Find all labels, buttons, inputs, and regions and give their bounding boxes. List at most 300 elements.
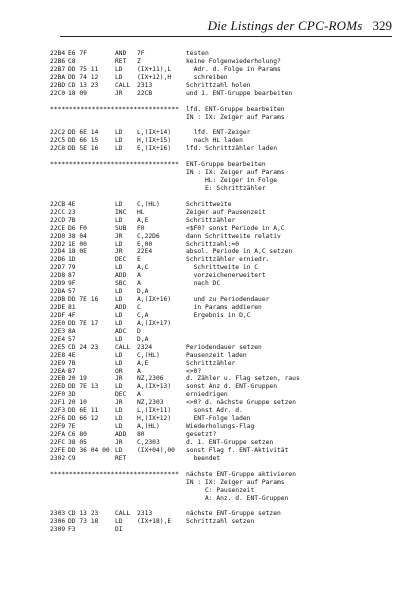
code-line bbox=[50, 280, 410, 288]
address: 22C8 bbox=[50, 145, 66, 153]
section-text: ENT-Gruppe bearbeiten bbox=[186, 161, 266, 169]
address: 22DA bbox=[50, 288, 66, 296]
section-note bbox=[50, 479, 410, 487]
code-line bbox=[50, 383, 410, 391]
operands bbox=[137, 526, 186, 534]
mnemonic: LD bbox=[115, 145, 123, 153]
code-line bbox=[50, 352, 410, 360]
operands: Z bbox=[137, 57, 141, 65]
address: 22D0 bbox=[50, 232, 66, 240]
mnemonic: LD bbox=[115, 311, 123, 319]
operands: A bbox=[137, 280, 141, 288]
mnemonic: DEC bbox=[115, 391, 127, 399]
mnemonic: SUB bbox=[115, 224, 127, 232]
opcode-bytes: 4E bbox=[68, 200, 76, 208]
comment: <>0? bbox=[186, 367, 202, 375]
code-line bbox=[50, 58, 410, 66]
code-line bbox=[50, 423, 410, 431]
comment: gesetzt? bbox=[186, 431, 217, 438]
section-note bbox=[50, 495, 410, 503]
opcode-bytes: 7B bbox=[68, 216, 76, 224]
comment: sonst Adr. d. bbox=[186, 407, 243, 415]
operands: (IX+11),L bbox=[137, 65, 172, 73]
operands: 7F bbox=[137, 50, 145, 57]
address: 22B4 bbox=[50, 50, 66, 57]
section-note bbox=[50, 169, 410, 177]
comment: lfd. Schrittzähler laden bbox=[186, 145, 277, 153]
code-line bbox=[50, 256, 410, 264]
comment: Schrittweite in C bbox=[186, 264, 259, 272]
separator-stars bbox=[50, 487, 186, 495]
opcode-bytes: 20 19 bbox=[68, 375, 87, 383]
code-line bbox=[50, 415, 410, 423]
address: 22FE bbox=[50, 446, 66, 454]
comment bbox=[186, 328, 410, 336]
opcode-bytes: 38 05 bbox=[68, 438, 87, 446]
operands: L,(IX+14) bbox=[137, 129, 172, 137]
mnemonic: OR bbox=[115, 367, 123, 375]
comment: und zu Periodendauer bbox=[186, 296, 270, 304]
operands: A bbox=[137, 391, 141, 399]
address: 22DF bbox=[50, 311, 66, 319]
separator-stars bbox=[50, 114, 186, 122]
address: 22FC bbox=[50, 438, 66, 446]
separator-stars: ********************************** bbox=[50, 470, 179, 478]
address: 2303 bbox=[50, 510, 66, 518]
mnemonic: LD bbox=[115, 129, 123, 137]
mnemonic: LD bbox=[115, 216, 123, 224]
opcode-bytes: E6 7F bbox=[68, 50, 87, 57]
mnemonic: RET bbox=[115, 57, 127, 65]
comment: Ergebnis in D,C bbox=[186, 311, 251, 319]
operands: D,A bbox=[137, 335, 149, 343]
comment bbox=[186, 288, 410, 296]
operands: A,E bbox=[137, 359, 149, 367]
address: 22DE bbox=[50, 304, 66, 311]
address: 22BD bbox=[50, 81, 66, 89]
operands: (IX+18),E bbox=[137, 518, 172, 526]
opcode-bytes: 87 bbox=[68, 272, 76, 280]
section-text: IN : IX: Zeiger auf Params bbox=[186, 169, 285, 177]
address: 22ED bbox=[50, 383, 66, 391]
comment: Schrittweite bbox=[186, 200, 232, 208]
operands: C,22D6 bbox=[137, 232, 160, 240]
code-line bbox=[50, 137, 410, 145]
code-line bbox=[50, 90, 410, 98]
operands: L,(IX+11) bbox=[137, 407, 172, 415]
comment: Schrittzähler bbox=[186, 359, 236, 367]
comment: sonst Anz d. ENT-Gruppen bbox=[186, 383, 277, 391]
operands: E bbox=[137, 256, 141, 264]
comment: Schrittzähler bbox=[186, 216, 236, 224]
opcode-bytes: DD 73 18 bbox=[68, 518, 99, 526]
code-line bbox=[50, 225, 410, 233]
comment: <>0? d. nächste Gruppe setzen bbox=[186, 399, 296, 407]
mnemonic: LD bbox=[115, 264, 123, 272]
mnemonic: RET bbox=[115, 454, 127, 462]
opcode-bytes: 4F bbox=[68, 311, 76, 319]
opcode-bytes: 9F bbox=[68, 280, 76, 288]
code-line bbox=[50, 447, 410, 455]
address: 22C5 bbox=[50, 137, 66, 145]
mnemonic: SBC bbox=[115, 280, 127, 288]
operands: A,E bbox=[137, 216, 149, 224]
code-line bbox=[50, 241, 410, 249]
opcode-bytes: 38 04 bbox=[68, 232, 87, 240]
section-text: lfd. ENT-Gruppe bearbeiten bbox=[186, 105, 285, 113]
mnemonic: LD bbox=[115, 200, 123, 208]
opcode-bytes: 1D bbox=[68, 256, 76, 264]
address: 22CC bbox=[50, 208, 66, 216]
operands: E,(IX+16) bbox=[137, 145, 172, 153]
code-line bbox=[50, 368, 410, 376]
code-line bbox=[50, 431, 410, 439]
opcode-bytes: 18 09 bbox=[68, 89, 87, 97]
mnemonic: LD bbox=[115, 407, 123, 415]
code-line bbox=[50, 272, 410, 280]
comment: erniedrigen bbox=[186, 391, 228, 399]
opcode-bytes: 20 10 bbox=[68, 399, 87, 407]
mnemonic: CALL bbox=[115, 81, 131, 89]
mnemonic: JR bbox=[115, 375, 123, 383]
opcode-bytes: DD 6E 14 bbox=[68, 129, 99, 137]
code-line bbox=[50, 344, 410, 352]
opcode-bytes: C9 bbox=[68, 454, 76, 462]
spacer bbox=[50, 153, 410, 161]
mnemonic: AND bbox=[115, 50, 127, 57]
opcode-bytes: DD 74 12 bbox=[68, 73, 99, 81]
opcode-bytes: 1E 00 bbox=[68, 240, 87, 248]
comment: ENT-Folge laden bbox=[186, 415, 251, 423]
code-line bbox=[50, 50, 410, 58]
opcode-bytes: DD 7E 13 bbox=[68, 383, 99, 391]
opcode-bytes: DD 66 15 bbox=[68, 137, 99, 145]
code-line bbox=[50, 66, 410, 74]
address: 22E0 bbox=[50, 319, 66, 327]
operands: A bbox=[137, 367, 141, 375]
code-line bbox=[50, 360, 410, 368]
comment: in Params addieren bbox=[186, 304, 262, 311]
mnemonic: ADC bbox=[115, 327, 127, 335]
mnemonic: DI bbox=[115, 526, 123, 534]
opcode-bytes: DD 5E 16 bbox=[68, 145, 99, 153]
comment bbox=[186, 526, 410, 534]
spacer bbox=[50, 193, 410, 201]
code-line bbox=[50, 510, 410, 518]
address: 22BA bbox=[50, 73, 66, 81]
code-line bbox=[50, 296, 410, 304]
code-line bbox=[50, 82, 410, 90]
comment: d. Zähler u. Flag setzen, raus bbox=[186, 375, 300, 383]
mnemonic: LD bbox=[115, 296, 123, 304]
opcode-bytes: 79 bbox=[68, 264, 76, 272]
mnemonic: LD bbox=[115, 288, 123, 296]
address: 22D7 bbox=[50, 264, 66, 272]
code-line bbox=[50, 264, 410, 272]
opcode-bytes: D6 F0 bbox=[68, 224, 87, 232]
operands: A,(IX+17) bbox=[137, 319, 172, 327]
address: 22E5 bbox=[50, 343, 66, 351]
operands: HL bbox=[137, 208, 145, 216]
code-line bbox=[50, 375, 410, 383]
section-text: E: Schrittzähler bbox=[186, 184, 266, 192]
section-note bbox=[50, 114, 410, 122]
address: 22F3 bbox=[50, 407, 66, 415]
comment: lfd. ENT-Zeiger bbox=[186, 129, 251, 137]
separator-stars: ********************************** bbox=[50, 105, 179, 113]
opcode-bytes: 57 bbox=[68, 288, 76, 296]
mnemonic: JR bbox=[115, 438, 123, 446]
address: 22E4 bbox=[50, 335, 66, 343]
section-note bbox=[50, 487, 410, 495]
opcode-bytes: C6 80 bbox=[68, 431, 87, 438]
separator-stars bbox=[50, 177, 186, 185]
opcode-bytes: 81 bbox=[68, 304, 76, 311]
mnemonic: ADD bbox=[115, 304, 127, 311]
section-heading bbox=[50, 161, 410, 169]
operands: D,A bbox=[137, 288, 149, 296]
mnemonic: CALL bbox=[115, 510, 131, 518]
mnemonic: JR bbox=[115, 89, 123, 97]
code-line bbox=[50, 248, 410, 256]
header-title: Die Listings der CPC-ROMs bbox=[207, 18, 363, 33]
address: 22D8 bbox=[50, 272, 66, 280]
opcode-bytes: F3 bbox=[68, 526, 76, 534]
section-text: C: Pausenzeit bbox=[186, 486, 255, 494]
comment: <$F0? sonst Periode in A,C bbox=[186, 224, 285, 232]
code-line bbox=[50, 407, 410, 415]
address: 22FA bbox=[50, 431, 66, 438]
operands: E,00 bbox=[137, 240, 153, 248]
address: 22B6 bbox=[50, 57, 66, 65]
code-line bbox=[50, 209, 410, 217]
operands: D bbox=[137, 327, 141, 335]
comment: vorzeichenerweitert bbox=[186, 272, 266, 280]
comment: keine Folgenwiederholung? bbox=[186, 57, 281, 65]
assembly-listing bbox=[50, 50, 410, 534]
operands: C bbox=[137, 304, 141, 311]
opcode-bytes: DD 36 04 00 bbox=[68, 446, 110, 454]
address: 22F9 bbox=[50, 423, 66, 431]
code-line bbox=[50, 399, 410, 407]
spacer bbox=[50, 121, 410, 129]
comment: absol. Periode in A,C setzen bbox=[186, 248, 293, 256]
code-line bbox=[50, 129, 410, 137]
separator-stars bbox=[50, 495, 186, 503]
operands: A bbox=[137, 272, 141, 280]
mnemonic: LD bbox=[115, 240, 123, 248]
address: 22F1 bbox=[50, 399, 66, 407]
comment bbox=[186, 320, 410, 328]
opcode-bytes: 7B bbox=[68, 359, 76, 367]
comment: nach DC bbox=[186, 280, 221, 288]
address: 2306 bbox=[50, 518, 66, 526]
address: 2302 bbox=[50, 454, 66, 462]
comment: und 1. ENT-Gruppe bearbeiten bbox=[186, 89, 293, 97]
address: 22E9 bbox=[50, 359, 66, 367]
mnemonic: JR bbox=[115, 399, 123, 407]
code-line bbox=[50, 320, 410, 328]
mnemonic: LD bbox=[115, 415, 123, 423]
address: 22F0 bbox=[50, 391, 66, 399]
address: 2309 bbox=[50, 526, 66, 534]
mnemonic: LD bbox=[115, 383, 123, 391]
address: 22D6 bbox=[50, 256, 66, 264]
section-heading bbox=[50, 471, 410, 479]
operands: 80 bbox=[137, 431, 145, 438]
comment: Wiederholungs-Flag bbox=[186, 423, 255, 431]
comment: Schrittzähler erniedr. bbox=[186, 256, 270, 264]
comment: Adr. d. Folge in Params bbox=[186, 65, 281, 73]
comment: Zeiger auf Pausenzeit bbox=[186, 208, 266, 216]
address: 22D9 bbox=[50, 280, 66, 288]
code-line bbox=[50, 145, 410, 153]
opcode-bytes: 3D bbox=[68, 391, 76, 399]
mnemonic: ADD bbox=[115, 272, 127, 280]
code-line bbox=[50, 391, 410, 399]
address: 22DB bbox=[50, 296, 66, 304]
mnemonic: CALL bbox=[115, 343, 131, 351]
mnemonic: LD bbox=[115, 351, 123, 359]
operands: C,A bbox=[137, 311, 149, 319]
operands: C,2303 bbox=[137, 438, 160, 446]
mnemonic: JR bbox=[115, 232, 123, 240]
code-line bbox=[50, 328, 410, 336]
address: 22CB bbox=[50, 200, 66, 208]
mnemonic: JR bbox=[115, 248, 123, 256]
comment: sonst Flag f. ENT-Aktivität bbox=[186, 446, 289, 454]
separator-stars bbox=[50, 169, 186, 177]
opcode-bytes: 8A bbox=[68, 327, 76, 335]
code-line bbox=[50, 526, 410, 534]
operands: A,(IX+13) bbox=[137, 383, 172, 391]
operands: 22CB bbox=[137, 89, 153, 97]
comment: Periodendauer setzen bbox=[186, 343, 262, 351]
running-header bbox=[60, 10, 392, 37]
mnemonic: LD bbox=[115, 359, 123, 367]
section-text: nächste ENT-Gruppe aktivieren bbox=[186, 470, 296, 478]
section-text: HL: Zeiger in Folge bbox=[186, 177, 277, 184]
separator-stars: ********************************** bbox=[50, 161, 179, 169]
address: 22E8 bbox=[50, 351, 66, 359]
code-line bbox=[50, 201, 410, 209]
operands: A,C bbox=[137, 264, 149, 272]
operands: H,(IX+15) bbox=[137, 137, 172, 145]
separator-stars bbox=[50, 185, 186, 193]
section-text: A: Anz. d. ENT-Gruppen bbox=[186, 494, 289, 502]
opcode-bytes: DD 7E 17 bbox=[68, 319, 99, 327]
code-line bbox=[50, 74, 410, 82]
address: 22E3 bbox=[50, 327, 66, 335]
operands: 2313 bbox=[137, 81, 153, 89]
comment: nächste ENT-Gruppe setzen bbox=[186, 510, 281, 518]
opcode-bytes: DD 7E 16 bbox=[68, 296, 99, 304]
code-line bbox=[50, 217, 410, 225]
comment: nach HL laden bbox=[186, 137, 243, 145]
opcode-bytes: B7 bbox=[68, 367, 76, 375]
section-heading bbox=[50, 106, 410, 114]
operands: (IX+12),H bbox=[137, 73, 172, 81]
mnemonic: LD bbox=[115, 137, 123, 145]
address: 22D2 bbox=[50, 240, 66, 248]
opcode-bytes: DD 66 12 bbox=[68, 415, 99, 423]
code-line bbox=[50, 455, 410, 463]
operands: H,(IX+12) bbox=[137, 415, 172, 423]
mnemonic: INC bbox=[115, 208, 127, 216]
operands: (IX+04),00 bbox=[137, 446, 175, 454]
code-line bbox=[50, 439, 410, 447]
page-number: 329 bbox=[372, 18, 392, 33]
opcode-bytes: 18 0E bbox=[68, 248, 87, 256]
operands: F0 bbox=[137, 224, 145, 232]
section-note bbox=[50, 185, 410, 193]
comment: dann Schrittweite relativ bbox=[186, 232, 281, 240]
address: 22EB bbox=[50, 375, 66, 383]
operands: NZ,2303 bbox=[137, 399, 164, 407]
address: 22D4 bbox=[50, 248, 66, 256]
comment: d. 1. ENT-Gruppe setzen bbox=[186, 438, 274, 446]
spacer bbox=[50, 463, 410, 471]
mnemonic: LD bbox=[115, 423, 123, 431]
operands: A,(IX+16) bbox=[137, 296, 172, 304]
code-line bbox=[50, 288, 410, 296]
address: 22C0 bbox=[50, 89, 66, 97]
opcode-bytes: 57 bbox=[68, 335, 76, 343]
operands: NZ,2306 bbox=[137, 375, 164, 383]
opcode-bytes: 7E bbox=[68, 423, 76, 431]
address: 22EA bbox=[50, 367, 66, 375]
address: 22CD bbox=[50, 216, 66, 224]
comment: Schrittzahl:=0 bbox=[186, 240, 240, 248]
comment: testen bbox=[186, 50, 209, 57]
section-note bbox=[50, 177, 410, 185]
opcode-bytes: 4E bbox=[68, 351, 76, 359]
code-line bbox=[50, 233, 410, 241]
opcode-bytes: CD 13 23 bbox=[68, 81, 99, 89]
address: 22B7 bbox=[50, 65, 66, 73]
section-text: IN : IX: Zeiger auf Params bbox=[186, 113, 285, 121]
comment: Schrittzahl setzen bbox=[186, 518, 255, 526]
mnemonic: LD bbox=[115, 335, 123, 343]
opcode-bytes: C8 bbox=[68, 57, 76, 65]
address: 22C2 bbox=[50, 129, 66, 137]
comment: beendet bbox=[186, 454, 221, 462]
spacer bbox=[50, 98, 410, 106]
code-line bbox=[50, 336, 410, 344]
mnemonic: LD bbox=[115, 446, 123, 454]
section-text: IN : IX: Zeiger auf Params bbox=[186, 478, 285, 486]
opcode-bytes: DD 75 11 bbox=[68, 65, 99, 73]
address: 22CE bbox=[50, 224, 66, 232]
mnemonic: ADD bbox=[115, 431, 127, 438]
code-line bbox=[50, 312, 410, 320]
code-line bbox=[50, 518, 410, 526]
comment: Schrittzahl holen bbox=[186, 81, 251, 89]
mnemonic: LD bbox=[115, 73, 123, 81]
operands: C,(HL) bbox=[137, 351, 160, 359]
operands: C,(HL) bbox=[137, 200, 160, 208]
opcode-bytes: 23 bbox=[68, 208, 76, 216]
opcode-bytes: DD 6E 11 bbox=[68, 407, 99, 415]
spacer bbox=[50, 502, 410, 510]
operands bbox=[137, 455, 186, 463]
operands: 22E4 bbox=[137, 248, 153, 256]
operands: 2324 bbox=[137, 343, 153, 351]
comment: schreiben bbox=[186, 73, 228, 81]
mnemonic: LD bbox=[115, 65, 123, 73]
operands: A,(HL) bbox=[137, 423, 160, 431]
separator-stars bbox=[50, 479, 186, 487]
